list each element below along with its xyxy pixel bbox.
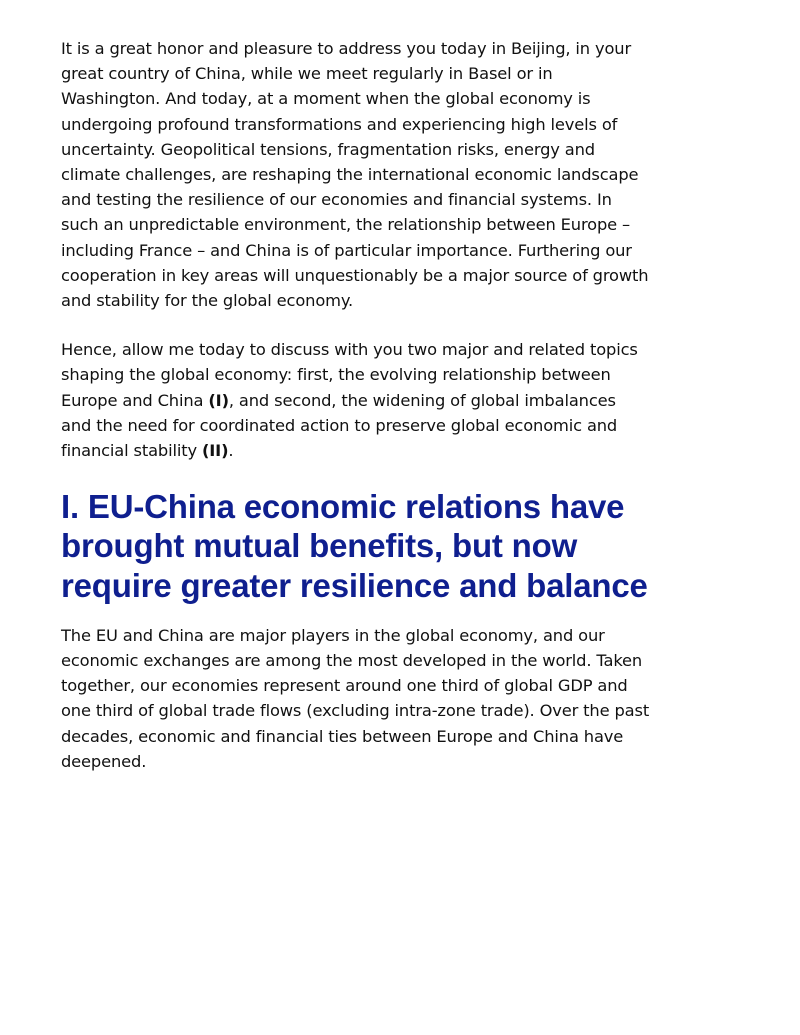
topic-marker-one: (I) <box>208 390 229 410</box>
topics-text-part2: , and second, the widening of global imbalances and the need for coordinated action to preserve global economic and financial stability <box>61 390 618 461</box>
speech-content <box>61 36 651 774</box>
topic-marker-two: (II) <box>201 441 229 461</box>
topics-text-part1: Hence, allow me today to discuss with you two major and related topics shaping the global economy: first, the evolving relationship between Europe and China <box>61 340 638 410</box>
eu-china-paragraph: The EU and China are major players in the global economy, and our economic exchanges are among the most developed in the world. Taken together, our economies represent around one third of global GDP and one third of global trade flows (excluding intra-zone trade). Over the past decades, economic and financial ties between Europe and China have deepened. <box>61 625 650 771</box>
topics-paragraph <box>61 337 651 463</box>
topics-text-part3: . <box>228 441 234 461</box>
section-heading: I. EU-China economic relations have brought mutual benefits, but now require greater resilience and balance <box>61 488 648 604</box>
intro-paragraph: It is a great honor and pleasure to address you today in Beijing, in your great country of China, while we meet regularly in Basel or in Washington. And today, at a moment when the global economy is undergoing profound transformations and experiencing high levels of uncertainty. Geopolitical tensions, fragmentation risks, energy and climate challenges, are reshaping the international economic landscape and testing the resilience of our economies and financial systems. In such an unpredictable environment, the relationship between Europe – including France – and China is of particular importance. Furthering our cooperation in key areas will unquestionably be a major source of growth and stability for the global economy. <box>61 39 649 311</box>
